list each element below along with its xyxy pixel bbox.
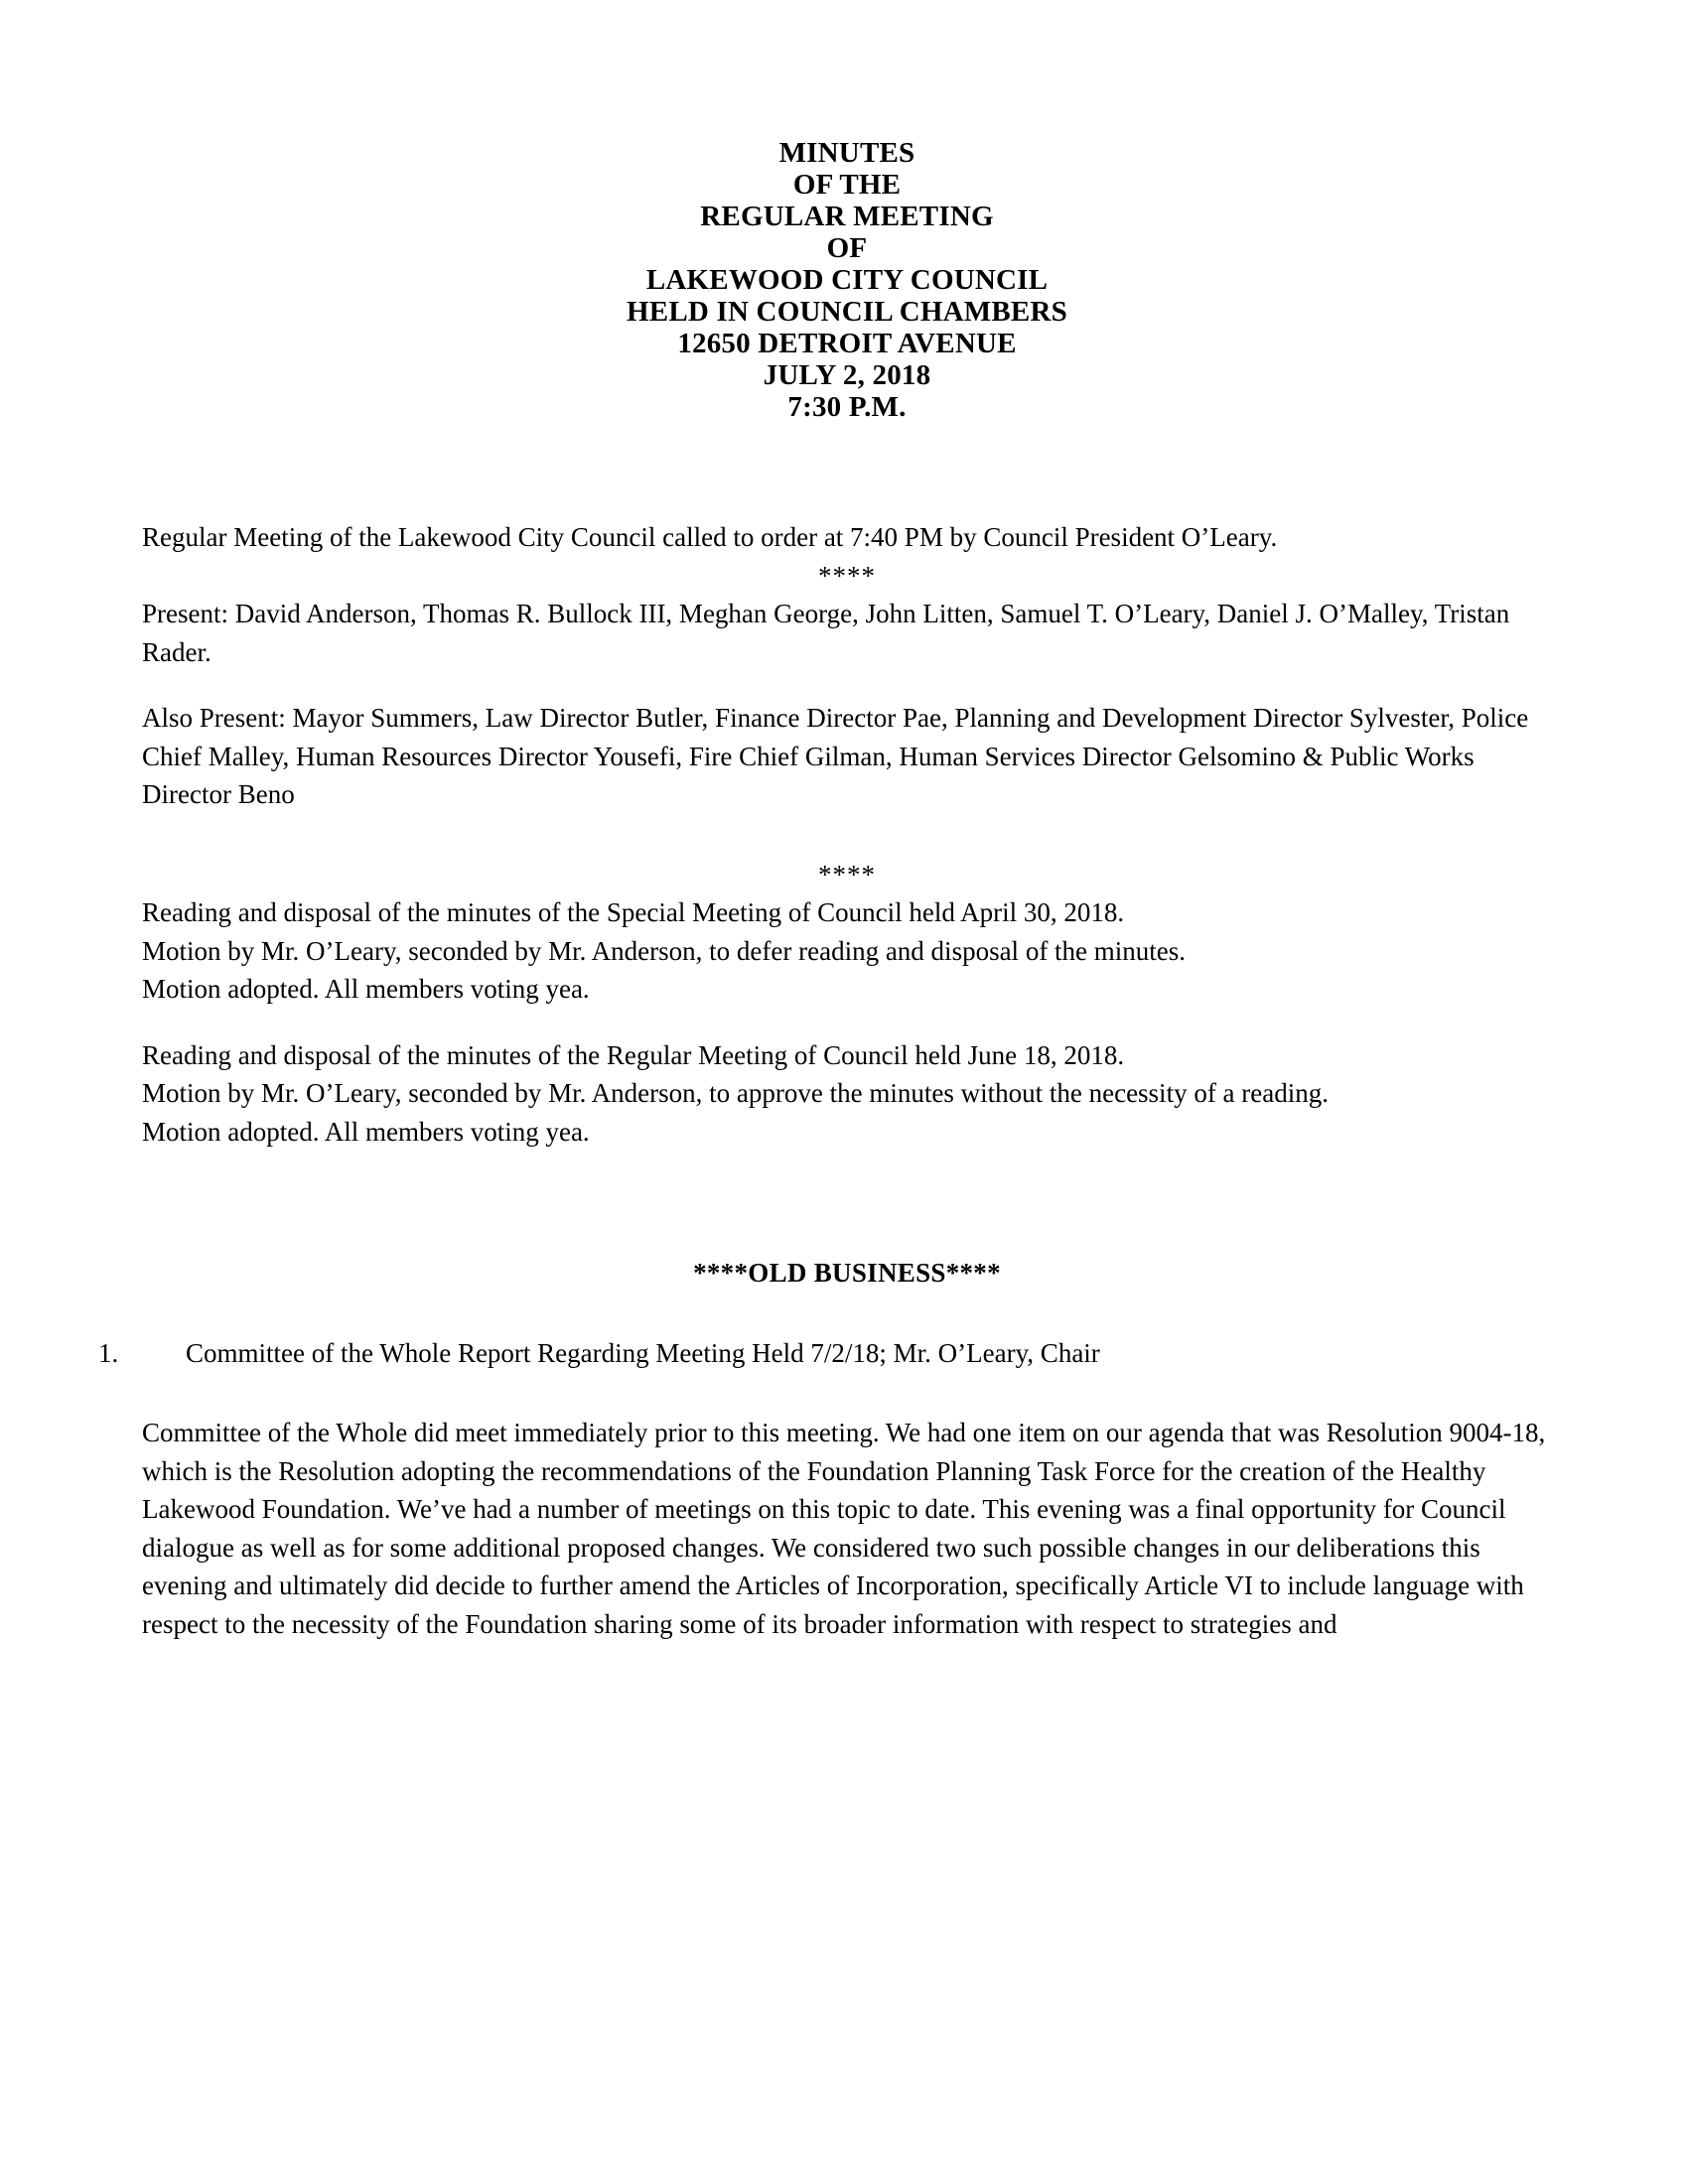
minutes-result-1: Motion adopted. All members voting yea. — [142, 974, 590, 1004]
title-line-address: 12650 DETROIT AVENUE — [677, 328, 1017, 359]
spacer-before-committee-body — [142, 1372, 1552, 1414]
minutes-motion-1: Motion by Mr. O’Leary, seconded by Mr. Anderson, to defer reading and disposal of the minutes. — [142, 935, 1187, 966]
title-line-held-in-council-chambers: HELD IN COUNCIL CHAMBERS — [627, 296, 1067, 328]
present-paragraph: Present: David Anderson, Thomas R. Bullock III, Meghan George, John Litten, Samuel T. O’Leary, Daniel J. O’Malley, Tristan Rader. — [142, 599, 1510, 667]
spacer-after-title-2 — [142, 492, 1552, 518]
title-line-lakewood-city-council: LAKEWOOD CITY COUNCIL — [645, 264, 1049, 296]
document-title-block — [142, 137, 1552, 423]
spacer-before-separator-2 — [142, 814, 1552, 856]
title-line-regular-meeting: REGULAR MEETING — [700, 201, 994, 232]
spacer-before-also-present — [142, 671, 1552, 699]
old-business-item-1-title: Committee of the Whole Report Regarding Meeting Held 7/2/18; Mr. O’Leary, Chair — [186, 1337, 1100, 1368]
title-line-time: 7:30 P.M. — [787, 391, 907, 423]
also-present-paragraph: Also Present: Mayor Summers, Law Director Butler, Finance Director Pae, Planning and Development Director Sylvester, Police Chief Malley, Human Resources Director Yousefi, Fire Chief Gilman, Human Services Director Gelsomino & Public Works Director Beno — [142, 703, 1529, 809]
title-line-minutes: MINUTES — [778, 137, 915, 169]
old-business-item-1-body: Committee of the Whole did meet immediately prior to this meeting. We had one item on our agenda that was Resolution 9004-18, which is the Resolution adopting the recommendations of the Foundation Planning Task Force for the creation of the Healthy Lakewood Foundation. We’ve had a number of meetings on this topic to date. This evening was a final opportunity for Council dialogue as well as for some additional proposed changes. We considered two such possible changes in our deliberations this evening and ultimately did decide to further amend the Articles of Incorporation, specifically Article VI to include language with respect to the necessity of the Foundation sharing some of its broader information with respect to strategies and — [142, 1418, 1546, 1639]
title-line-of: OF — [826, 232, 868, 264]
call-to-order-paragraph: Regular Meeting of the Lakewood City Council called to order at 7:40 PM by Council President O’Leary. — [142, 522, 1278, 552]
minutes-reading-2: Reading and disposal of the minutes of the Regular Meeting of Council held June 18, 2018. — [142, 1039, 1125, 1070]
document-body — [98, 518, 1552, 1643]
spacer-between-minutes-items — [142, 1009, 1552, 1036]
minutes-result-2: Motion adopted. All members voting yea. — [142, 1116, 590, 1147]
document-content — [98, 0, 1552, 1643]
spacer-after-title — [142, 423, 1552, 492]
separator-2: **** — [818, 859, 876, 889]
minutes-motion-2: Motion by Mr. O’Leary, seconded by Mr. Anderson, to approve the minutes without the necessity of a reading. — [142, 1078, 1330, 1108]
minutes-reading-1: Reading and disposal of the minutes of the Special Meeting of Council held April 30, 2018. — [142, 897, 1125, 927]
title-line-date: JULY 2, 2018 — [763, 359, 931, 391]
old-business-heading: ****OLD BUSINESS**** — [693, 1258, 1001, 1288]
old-business-item-1 — [98, 1334, 1552, 1373]
spacer-before-old-business-2 — [142, 1220, 1552, 1254]
title-line-of-the: OF THE — [792, 169, 902, 201]
spacer-after-old-business-heading — [142, 1293, 1552, 1334]
old-business-item-1-number: 1. — [98, 1337, 119, 1368]
separator-1: **** — [818, 560, 876, 591]
spacer-before-old-business — [142, 1151, 1552, 1220]
